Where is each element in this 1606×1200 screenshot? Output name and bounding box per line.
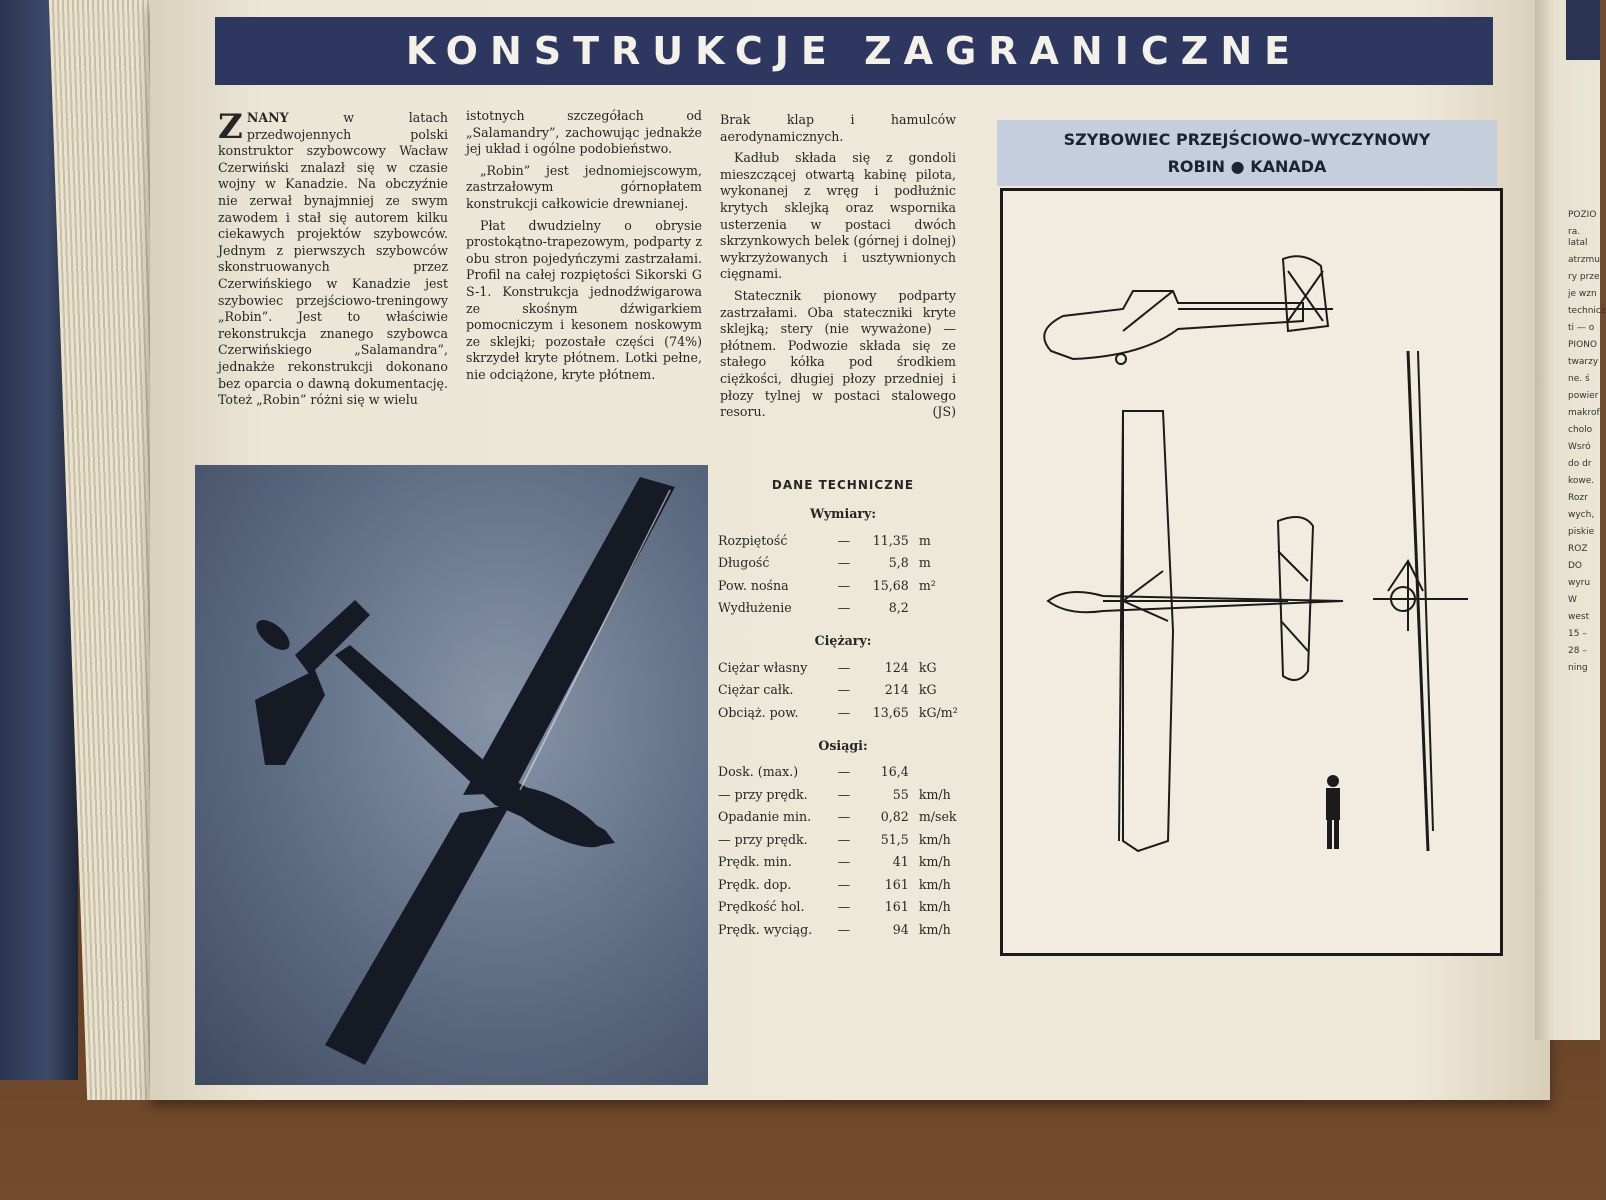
- lead-caps: NANY: [246, 110, 289, 125]
- right-page-fragment: W: [1568, 595, 1577, 605]
- right-page-fragment: 15 –: [1568, 629, 1587, 639]
- spec-row: [718, 851, 968, 874]
- article-paragraph: „Robin” jest jednomiejscowym, zastrzałowym górnopłatem konstrukcji całkowicie drewnianej.: [466, 162, 702, 211]
- technical-data-title: DANE TECHNICZNE: [771, 478, 915, 492]
- spec-value: 124: [884, 659, 909, 675]
- spec-row: [718, 656, 968, 679]
- article-paragraph: Płat dwudzielny o obrysie prostokątno-trapezowym, podparty z obu stron pojedyńczymi zastrzałami. Profil na całej rozpiętości Sikorski G S-1. Konstrukcja jednodźwigarowa ze skośnym dźwigarkiem pomocniczym i kesonem noskowym ze sklejki; pozostałe części (74%) skrzydeł kryte płótnem. Lotki pełne, nie odciążone, kryte płótnem.: [466, 217, 702, 382]
- spec-value: 15,68: [872, 577, 909, 593]
- spec-unit: km/h: [918, 921, 951, 937]
- right-page-fragment: powier: [1568, 391, 1599, 401]
- spec-group-title: Ciężary:: [814, 633, 872, 648]
- spec-value: 161: [884, 876, 909, 892]
- spec-dash: —: [837, 921, 851, 937]
- right-page-fragment: cholo: [1568, 425, 1593, 435]
- article-paragraph: [720, 288, 956, 421]
- top-view: [1048, 411, 1343, 851]
- drawing-title-line2: [997, 149, 1497, 176]
- right-page-fragment: do dr: [1568, 459, 1592, 469]
- spec-value: 41: [892, 854, 909, 870]
- spec-label: Ciężar własny: [718, 659, 808, 675]
- article-paragraph: [218, 107, 448, 409]
- spec-row: [718, 761, 968, 784]
- article-paragraph: Kadłub składa się z gondoli mieszczącej otwartą kabinę pilota, wykonanej z wręg i podłużnic krytych sklejką oraz wspornika usterzenia w postaci dwóch skrzynkowych belek (górnej i dolnej) wykrzyżowanych i usztywnionych cięgnami.: [720, 150, 956, 282]
- spec-row: [718, 597, 968, 620]
- spec-label: — przy prędk.: [718, 831, 808, 847]
- spec-dash: —: [837, 555, 851, 571]
- right-page-fragment: ne. ś: [1568, 374, 1590, 384]
- right-page-fragment: ry prze: [1568, 272, 1600, 282]
- human-scale-figure: [1326, 775, 1340, 849]
- spec-row: [718, 574, 968, 597]
- drawing-title-box: [997, 120, 1497, 186]
- spec-label: Pow. nośna: [718, 577, 789, 593]
- section-banner: [215, 17, 1493, 85]
- right-page-banner-fragment: [1566, 0, 1600, 60]
- right-page-fragment: west: [1568, 612, 1590, 622]
- spec-unit: m²: [918, 577, 936, 593]
- right-page-text-fragments: [1568, 210, 1606, 680]
- drawing-title-name: ROBIN: [1167, 157, 1226, 176]
- spec-label: Ciężar całk.: [718, 682, 794, 698]
- spec-label: Długość: [718, 555, 770, 571]
- spec-label: Obciąż. pow.: [718, 704, 799, 720]
- spec-dash: —: [837, 600, 851, 616]
- spec-unit: km/h: [918, 831, 951, 847]
- spec-row: [718, 896, 968, 919]
- right-page-fragment: 28 –: [1568, 646, 1587, 656]
- right-page-fragment: twarzy: [1568, 357, 1599, 367]
- spec-unit: km/h: [918, 854, 951, 870]
- spec-row: [718, 918, 968, 941]
- spec-value: 0,82: [880, 809, 909, 825]
- spec-dash: —: [837, 831, 851, 847]
- spec-dash: —: [837, 854, 851, 870]
- right-page-fragment: POZIO: [1568, 210, 1597, 220]
- spec-value: 5,8: [888, 555, 909, 571]
- spec-unit: km/h: [918, 899, 951, 915]
- spec-row: [718, 783, 968, 806]
- spec-row: [718, 529, 968, 552]
- spec-dash: —: [837, 682, 851, 698]
- spec-dash: —: [837, 809, 851, 825]
- glider-photo: [195, 465, 708, 1085]
- spec-value: 55: [892, 786, 909, 802]
- spec-unit: km/h: [918, 786, 951, 802]
- right-page-fragment: kowe.: [1568, 476, 1595, 486]
- spec-value: 8,2: [888, 600, 909, 616]
- glider-silhouette-image: [195, 465, 708, 1085]
- front-view: [1373, 351, 1468, 851]
- right-page-fragment: makrof: [1568, 408, 1600, 418]
- spec-unit: m/sek: [918, 809, 957, 825]
- spec-label: Prędk. min.: [718, 854, 792, 870]
- right-page-fragment: wyru: [1568, 578, 1591, 588]
- spec-value: 13,65: [872, 704, 909, 720]
- right-page-fragment: wych,: [1568, 510, 1595, 520]
- right-page-fragment: Rozr: [1568, 493, 1588, 503]
- spec-label: Dosk. (max.): [718, 764, 799, 780]
- spec-dash: —: [837, 764, 851, 780]
- spec-unit: kG: [918, 682, 937, 698]
- banner-title: KONSTRUKCJE ZAGRANICZNE: [405, 29, 1303, 73]
- spec-row: [718, 701, 968, 724]
- spec-dash: —: [837, 659, 851, 675]
- spec-unit: kG: [918, 659, 937, 675]
- article-column-2: [466, 108, 702, 389]
- spec-unit: m: [918, 555, 931, 571]
- spec-value: 51,5: [880, 831, 909, 847]
- spec-value: 11,35: [872, 532, 909, 548]
- article-column-3: [720, 112, 956, 426]
- spec-row: [718, 873, 968, 896]
- spec-label: Wydłużenie: [718, 600, 792, 616]
- spec-unit: km/h: [918, 876, 951, 892]
- glider-three-view-diagram: [1003, 191, 1500, 953]
- spec-row: [718, 828, 968, 851]
- right-page-fragment: je wzn: [1568, 289, 1597, 299]
- right-page-fragment: atrzmu: [1568, 255, 1600, 265]
- technical-data: [718, 478, 968, 941]
- right-page-fragment: Wsró: [1568, 442, 1591, 452]
- article-text: w latach przedwojennych polski konstruktor szybowcowy Wacław Czerwiński znalazł się w czasie wojny w Kanadzie. Na obczyźnie nie zerwał bynajmniej ze swym zawodem i stał się autorem kilku ciekawych projektów szybowców. Jednym z pierwszych szybowców skonstruowanych przez Czerwińskiego w Kanadzie jest szybowiec przejściowo-treningowy „Robin”. Jest to właściwie rekonstrukcja znanego szybowca Czerwińskiego „Salamandra”, jednakże rekonstrukcji dokonano bez oparcia o dawną dokumentację. Toteż „Robin” różni się w wielu: [218, 110, 448, 408]
- spec-unit: kG/m²: [918, 704, 958, 720]
- right-page-fragment: ra. latal: [1568, 227, 1588, 248]
- drop-cap: Z: [218, 107, 243, 147]
- side-view: [1044, 256, 1333, 364]
- drawing-title-country: KANADA: [1250, 157, 1327, 176]
- spec-label: Prędk. dop.: [718, 876, 792, 892]
- right-page-fragment: technicz: [1568, 306, 1606, 316]
- spec-value: 214: [884, 682, 909, 698]
- spec-value: 94: [892, 921, 909, 937]
- spec-value: 16,4: [880, 764, 909, 780]
- right-page-fragment: DO: [1568, 561, 1583, 571]
- spec-dash: —: [837, 876, 851, 892]
- right-page-fragment: ning: [1568, 663, 1588, 673]
- right-page-fragment: ROZ: [1568, 544, 1588, 554]
- spec-group-title: Wymiary:: [809, 506, 877, 521]
- spec-dash: —: [837, 532, 851, 548]
- right-page-fragment: PIONO: [1568, 340, 1597, 350]
- spec-label: Prędkość hol.: [718, 899, 805, 915]
- spec-unit: m: [918, 532, 931, 548]
- spec-row: [718, 552, 968, 575]
- right-page-fragment: ti — o: [1568, 323, 1595, 333]
- article-text: Statecznik pionowy podparty zastrzałami. Oba stateczniki kryte sklejką; stery (nie wyważone) — płótnem. Podwozie składa się ze stałego kółka pod środkiem ciężkości, długiej płozy przedniej i płozy tylnej w postaci stalowego resoru.: [720, 287, 956, 420]
- spec-group-title: Osiągi:: [818, 737, 868, 753]
- spec-dash: —: [837, 899, 851, 915]
- spec-label: Opadanie min.: [718, 809, 812, 825]
- spec-row: [718, 679, 968, 702]
- drawing-title-line1: SZYBOWIEC PRZEJŚCIOWO–WYCZYNOWY: [1063, 130, 1431, 149]
- spec-label: Prędk. wyciąg.: [718, 921, 813, 937]
- spec-dash: —: [837, 704, 851, 720]
- article-column-1: [218, 107, 448, 414]
- article-paragraph: istotnych szczegółach od „Salamandry”, zachowując jednakże jej układ i ogólne podobieństwo.: [466, 108, 702, 157]
- three-view-drawing: [1000, 188, 1503, 956]
- spec-label: — przy prędk.: [718, 786, 808, 802]
- spec-dash: —: [837, 786, 851, 802]
- author-signature: (JS): [932, 404, 956, 420]
- spec-dash: —: [837, 577, 851, 593]
- right-page-fragment: piskie: [1568, 527, 1595, 537]
- spec-value: 161: [884, 899, 909, 915]
- article-paragraph: Brak klap i hamulców aerodynamicznych.: [720, 112, 956, 144]
- spec-row: [718, 806, 968, 829]
- spec-label: Rozpiętość: [718, 532, 788, 548]
- bullet-icon: ●: [1230, 157, 1245, 176]
